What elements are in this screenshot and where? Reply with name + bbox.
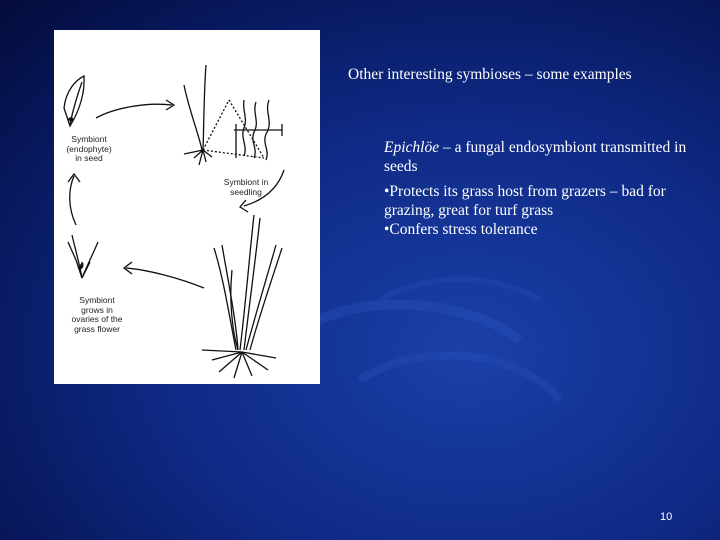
organism-name: Epichlöe [384,139,440,156]
bullet-item: •Protects its grass host from grazers – bad for grazing, great for turf grass [384,183,666,219]
figure-label-seed: Symbiont (endophyte) in seed [66,134,112,163]
grass-flower-icon [68,235,98,278]
figure-label-flower: Symbiont grows in ovaries of the grass flower [71,295,123,334]
organism-paragraph [384,138,704,176]
seedling-icon [184,65,282,165]
cycle-arrow-icon [96,100,174,118]
slide-title: Other interesting symbioses – some examples [348,66,632,83]
slide-body [384,138,704,239]
organism-description: – a fungal endosymbiont transmitted in seeds [384,139,687,175]
endophyte-lifecycle-figure [54,30,320,384]
bullet-item: •Confers stress tolerance [384,221,538,238]
cycle-arrow-icon [124,262,204,288]
seed-icon [64,76,84,126]
mature-grass-icon [202,215,282,378]
cycle-arrow-icon [68,174,80,225]
figure-label-seedling: Symbiont in seedling [223,177,269,197]
page-number: 10 [660,511,673,523]
